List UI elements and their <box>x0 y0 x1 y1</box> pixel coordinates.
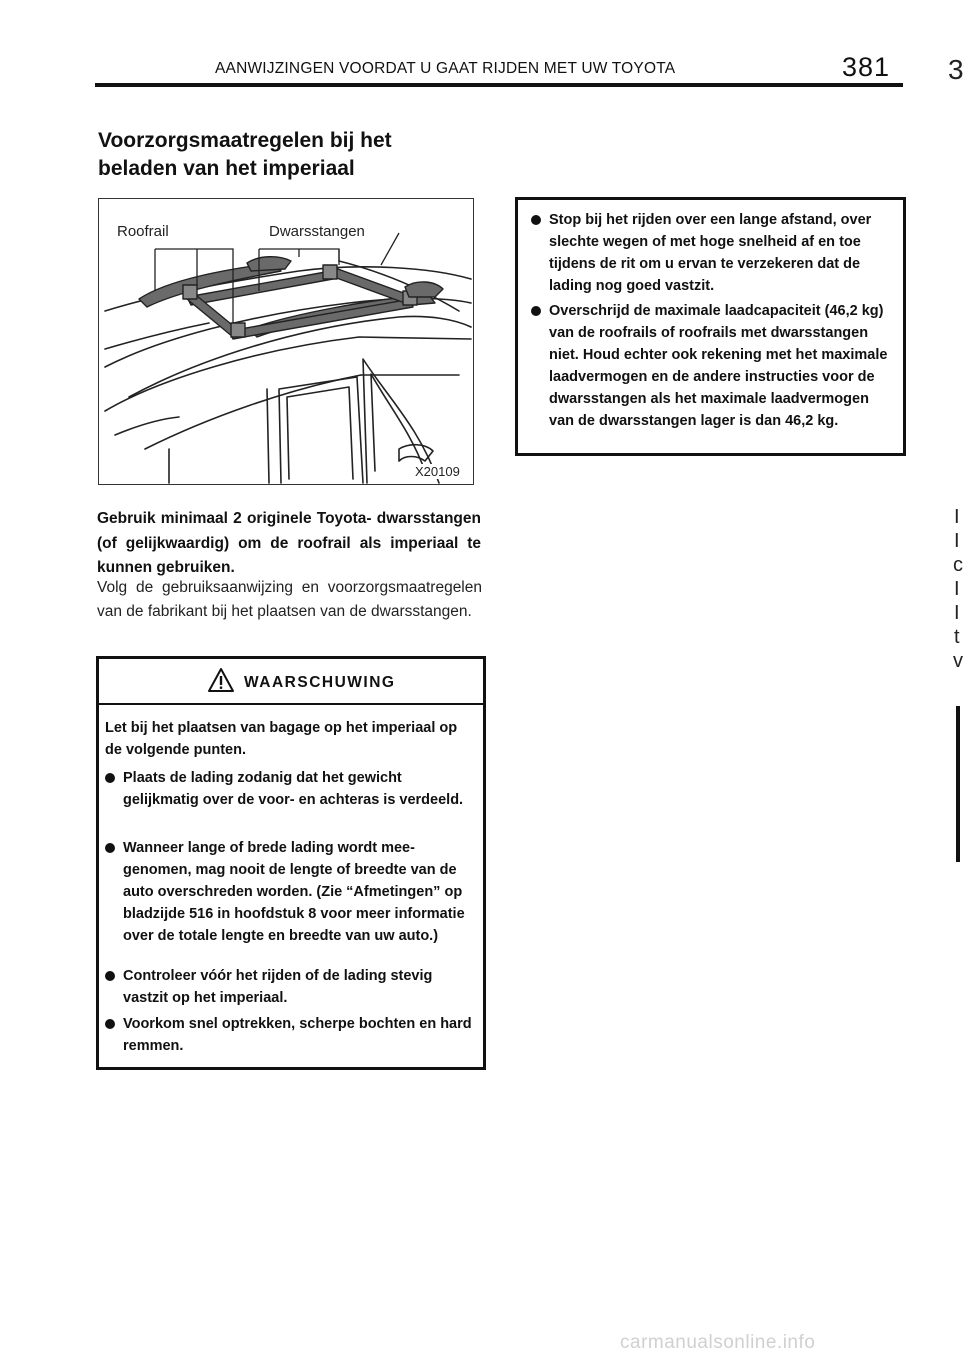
bullet-text: Overschrijd de maximale laadcapaciteit (46,2 kg) van de roofrails of roofrails met dwarsstangen niet. Houd echter ook rekening met het maximale laadvermogen en de andere instructies voor de dwarsstangen als het maximale laadvermogen van de dwarsstangen lager is dan 46,2 kg. <box>549 303 888 429</box>
warning-header <box>99 659 483 705</box>
warning-box <box>96 656 486 1070</box>
bullet-dot <box>531 306 541 316</box>
edge-glyph: v <box>953 650 963 672</box>
bullet-dot <box>105 1019 115 1029</box>
car-roof-drawing <box>99 199 472 483</box>
roofrail-label: Roofrail <box>117 223 169 240</box>
roof-rack-illustration <box>98 198 474 485</box>
warning-title: WAARSCHUWING <box>244 674 396 691</box>
warning-bullet <box>531 209 897 297</box>
watermark: carmanualsonline.info <box>620 1332 816 1353</box>
section-title-line: Voorzorgsmaatregelen bij het <box>98 129 392 152</box>
page-number: 381 <box>842 52 891 82</box>
bullet-text: Plaats de lading zodanig dat het gewicht gelijkmatig over de voor- en achteras is verdeeld. <box>123 770 464 808</box>
bullet-dot <box>105 971 115 981</box>
bullet-dot <box>105 773 115 783</box>
warning-triangle-icon <box>207 667 235 693</box>
header-rule <box>95 83 903 87</box>
warning-intro: Let bij het plaatsen van bagage op het imperiaal op de volgende punten. <box>105 720 458 758</box>
warning-bullet <box>105 837 477 947</box>
warning-bullet <box>531 300 897 454</box>
edge-glyph: 3 <box>948 54 964 85</box>
bullet-text: Voorkom snel optrekken, scherpe bochten en hard remmen. <box>123 1016 472 1054</box>
edge-glyph: I <box>954 530 960 552</box>
section-title <box>98 127 392 183</box>
bullet-dot <box>105 843 115 853</box>
bullet-text: Controleer vóór het rijden of de lading stevig vastzit op het imperiaal. <box>123 968 433 1006</box>
figure-code: X20109 <box>415 464 460 479</box>
edge-glyph: I <box>954 578 960 600</box>
edge-glyph: t <box>954 626 960 648</box>
bullet-text: Stop bij het rijden over een lange afstand, over slechte wegen of met hoge snelheid af en toe tijdens de rit om u ervan te verzekeren dat de lading nog goed vastzit. <box>549 212 872 294</box>
bullet-dot <box>531 215 541 225</box>
intro-bold-paragraph: Gebruik minimaal 2 originele Toyota- dwarsstangen (of gelijkwaardig) om de roofrail als imperiaal te kunnen gebruiken. <box>97 510 481 576</box>
edge-glyph: c <box>953 554 963 576</box>
crossbars-label: Dwarsstangen <box>269 223 365 240</box>
edge-glyph: I <box>954 506 960 528</box>
warning-bullet <box>105 1013 477 1057</box>
warning-bullet <box>105 767 477 833</box>
section-title-line: beladen van het imperiaal <box>98 157 355 180</box>
adjacent-box-edge <box>956 706 960 862</box>
bullet-text: Wanneer lange of brede lading wordt meegenomen, mag nooit de lengte of breedte van de auto overschreden worden. (Zie “Afmetingen” op bladzijde 516 in hoofdstuk 8 voor meer informatie over de totale lengte en breedte van uw auto.) <box>123 840 465 944</box>
warning-bullet <box>105 965 477 1009</box>
edge-glyph: I <box>954 602 960 624</box>
running-header: AANWIJZINGEN VOORDAT U GAAT RIJDEN MET UW TOYOTA <box>215 60 676 77</box>
intro-plain-paragraph: Volg de gebruiksaanwijzing en voorzorgsmaatregelen van de fabrikant bij het plaatsen van de dwarsstangen. <box>97 579 482 620</box>
warning-continuation-box <box>515 197 906 456</box>
